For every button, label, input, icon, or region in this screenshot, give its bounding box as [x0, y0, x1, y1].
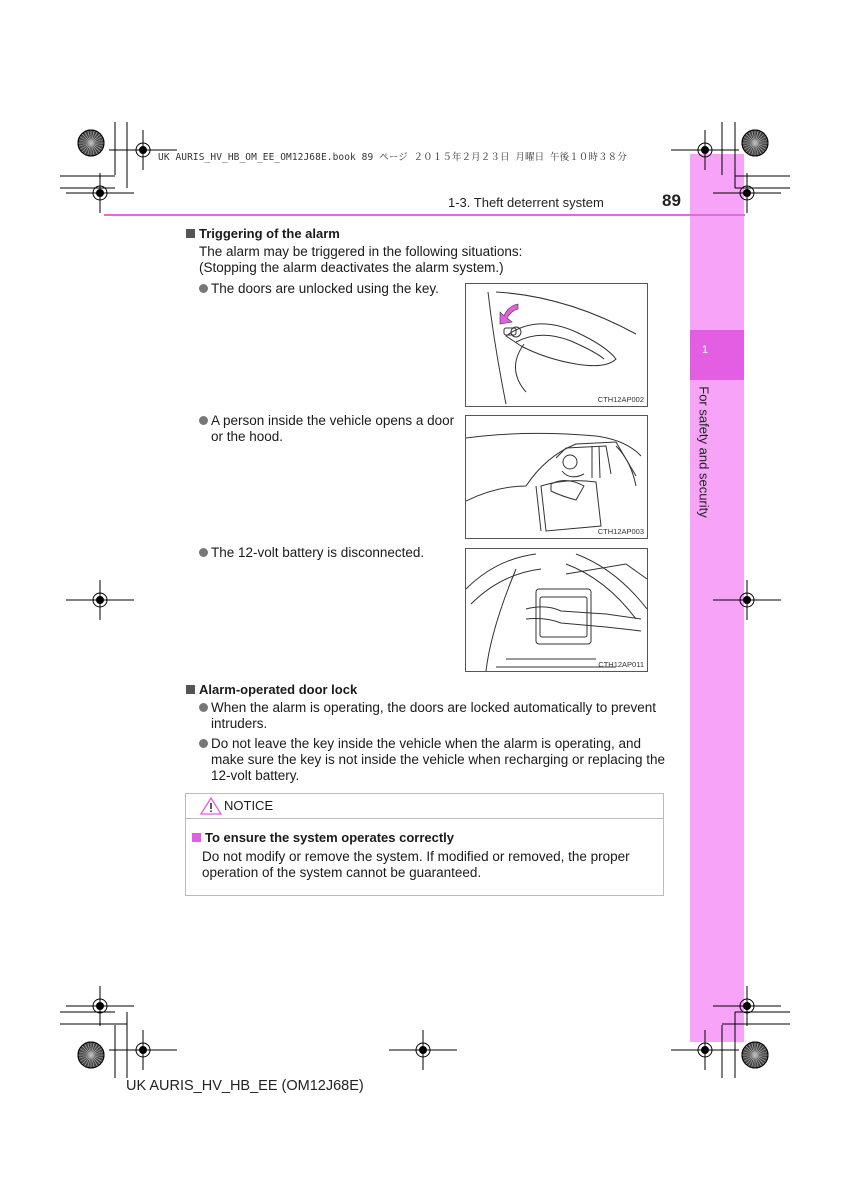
- figure-code: CTH12AP003: [597, 527, 644, 536]
- car-door-open-illustration: [466, 416, 647, 538]
- book-info-line: UK AURIS_HV_HB_OM_EE_OM12J68E.book 89 ページ ２０１５年２月２３日 月曜日 午後１０時３８分: [158, 152, 627, 163]
- footer-model-code: UK AURIS_HV_HB_EE (OM12J68E): [126, 1078, 364, 1094]
- figure-code: CTH12AP011: [598, 660, 644, 669]
- page-number: 89: [662, 191, 681, 210]
- chapter-label: For safety and security: [696, 386, 712, 518]
- registration-crosshair-icon: [713, 580, 781, 620]
- door-lock-heading: Alarm-operated door lock: [186, 682, 357, 697]
- trigger-item-2: A person inside the vehicle opens a door: [199, 413, 454, 429]
- round-bullet-icon: [199, 416, 208, 425]
- registration-crosshair-icon: [66, 580, 134, 620]
- registration-wheel-icon: [742, 130, 768, 156]
- chapter-number: 1: [702, 344, 709, 356]
- square-bullet-icon: [186, 685, 195, 694]
- triggering-intro-1: The alarm may be triggered in the following situations:: [199, 244, 523, 259]
- notice-text-1: Do not modify or remove the system. If modified or removed, the proper: [202, 849, 630, 864]
- notice-text-2: operation of the system cannot be guaranteed.: [202, 865, 482, 880]
- round-bullet-icon: [199, 703, 208, 712]
- door-lock-bullet-1-cont: intruders.: [211, 716, 268, 731]
- pink-square-bullet-icon: [192, 833, 201, 842]
- round-bullet-icon: [199, 739, 208, 748]
- triggering-heading: Triggering of the alarm: [186, 226, 340, 241]
- notice-heading: To ensure the system operates correctly: [192, 830, 454, 845]
- registration-wheel-icon: [78, 1042, 104, 1068]
- figure-code: CTH12AP002: [597, 395, 644, 404]
- registration-crosshair-icon: [671, 1030, 739, 1070]
- trigger-item-2-cont: or the hood.: [211, 429, 284, 444]
- registration-crosshair-icon: [671, 130, 739, 170]
- warning-triangle-icon: [200, 796, 222, 816]
- trigger-item-1: The doors are unlocked using the key.: [199, 281, 439, 297]
- battery-disconnect-illustration: [466, 549, 647, 671]
- registration-crosshair-icon: [66, 986, 134, 1026]
- square-bullet-icon: [186, 229, 195, 238]
- door-lock-bullet-1: When the alarm is operating, the doors are locked automatically to prevent: [199, 700, 656, 716]
- registration-wheel-icon: [742, 1042, 768, 1068]
- triggering-intro-2: (Stopping the alarm deactivates the alarm system.): [199, 260, 504, 275]
- round-bullet-icon: [199, 548, 208, 557]
- header-rule: [104, 214, 745, 216]
- registration-crosshair-icon: [389, 1030, 457, 1070]
- section-title: 1-3. Theft deterrent system: [448, 195, 604, 210]
- registration-crosshair-icon: [713, 173, 781, 213]
- door-handle-illustration: [466, 284, 647, 406]
- figure-key-unlock: [465, 283, 648, 407]
- trigger-item-3: The 12-volt battery is disconnected.: [199, 545, 424, 561]
- registration-wheel-icon: [78, 130, 104, 156]
- door-lock-bullet-2-cont-2: 12-volt battery.: [211, 768, 300, 783]
- notice-divider: [186, 818, 663, 819]
- round-bullet-icon: [199, 284, 208, 293]
- notice-label: NOTICE: [224, 798, 274, 813]
- door-lock-bullet-2-cont-1: make sure the key is not inside the vehicle when recharging or replacing the: [211, 752, 666, 767]
- figure-battery: [465, 548, 648, 672]
- registration-crosshair-icon: [713, 986, 781, 1026]
- door-lock-bullet-2: Do not leave the key inside the vehicle when the alarm is operating, and: [199, 736, 641, 752]
- registration-crosshair-icon: [66, 173, 134, 213]
- figure-person-inside: [465, 415, 648, 539]
- registration-crosshair-icon: [109, 1030, 177, 1070]
